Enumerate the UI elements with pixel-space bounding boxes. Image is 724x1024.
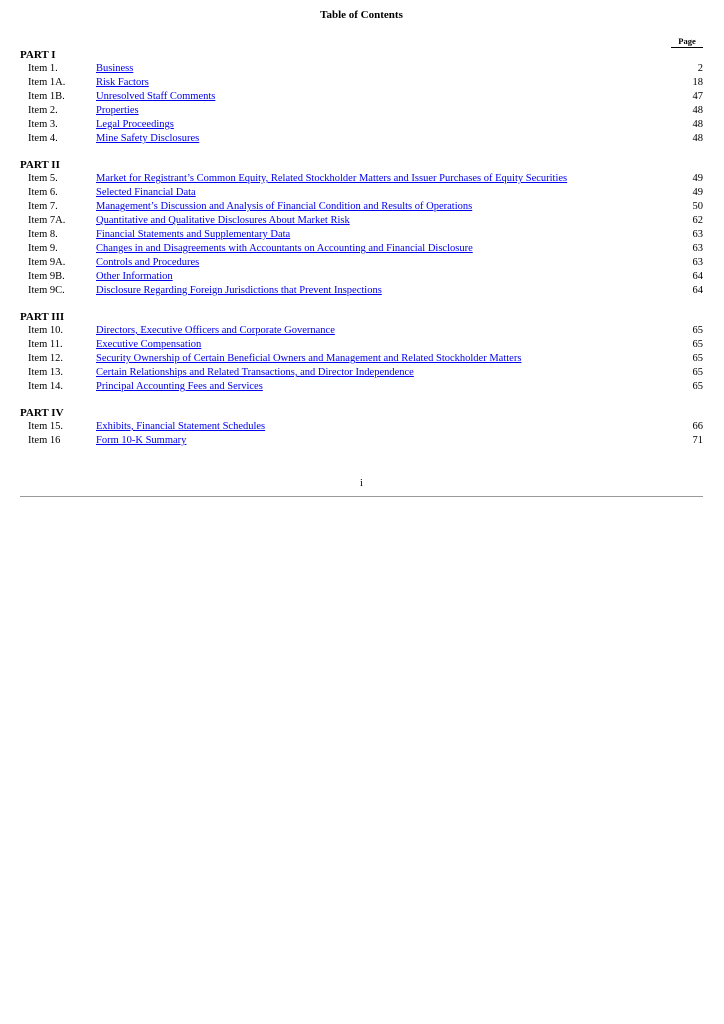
toc-title: Table of Contents <box>320 9 403 21</box>
item-number: Item 9A. <box>28 257 66 268</box>
page-number: 49 <box>692 173 703 184</box>
toc-link[interactable]: Exhibits, Financial Statement Schedules <box>96 421 266 432</box>
toc-link[interactable]: Form 10-K Summary <box>96 435 187 446</box>
page-number: 65 <box>692 367 703 378</box>
toc-link[interactable]: Executive Compensation <box>96 339 202 350</box>
item-number: Item 5. <box>28 173 58 184</box>
toc-link[interactable]: Other Information <box>96 271 173 282</box>
toc-row <box>20 352 703 366</box>
toc-row <box>20 420 703 434</box>
toc-row <box>20 324 703 338</box>
page-number: 48 <box>692 133 703 144</box>
page-number: 62 <box>692 215 703 226</box>
item-number: Item 7. <box>28 201 58 212</box>
page-number: 48 <box>692 105 703 116</box>
item-number: Item 4. <box>28 133 58 144</box>
item-number: Item 6. <box>28 187 58 198</box>
item-number: Item 1. <box>28 63 58 74</box>
toc-link[interactable]: Financial Statements and Supplementary Data <box>96 229 291 240</box>
item-number: Item 9B. <box>28 271 65 282</box>
page-number: 64 <box>692 285 703 296</box>
toc-row <box>20 228 703 242</box>
toc-row <box>20 338 703 352</box>
page-column-header-row <box>20 36 703 48</box>
item-number: Item 7A. <box>28 215 66 226</box>
toc-row <box>20 62 703 76</box>
part-heading: PART III <box>20 311 65 323</box>
item-number: Item 3. <box>28 119 58 130</box>
toc-row <box>20 434 703 448</box>
part-heading: PART IV <box>20 407 64 419</box>
toc-link[interactable]: Business <box>96 63 134 74</box>
page-number: 71 <box>692 435 703 446</box>
page-number: 64 <box>692 271 703 282</box>
toc-row <box>20 172 703 186</box>
toc-link[interactable]: Risk Factors <box>96 77 149 88</box>
toc-link[interactable]: Mine Safety Disclosures <box>96 133 200 144</box>
toc-row <box>20 284 703 298</box>
page-number: 65 <box>692 325 703 336</box>
toc-part-2 <box>20 158 703 298</box>
page-number: 63 <box>692 257 703 268</box>
item-number: Item 14. <box>28 381 63 392</box>
item-number: Item 1B. <box>28 91 65 102</box>
footer-page-number: i <box>360 478 363 489</box>
page-number: 65 <box>692 381 703 392</box>
item-number: Item 1A. <box>28 77 66 88</box>
toc-row <box>20 132 703 146</box>
toc-row <box>20 90 703 104</box>
toc-part-4 <box>20 406 703 448</box>
item-number: Item 9C. <box>28 285 65 296</box>
item-number: Item 8. <box>28 229 58 240</box>
page-number: 65 <box>692 339 703 350</box>
page-number: 2 <box>697 63 703 74</box>
item-number: Item 10. <box>28 325 63 336</box>
page-number: 18 <box>692 77 703 88</box>
item-number: Item 13. <box>28 367 63 378</box>
toc-link[interactable]: Principal Accounting Fees and Services <box>96 381 263 392</box>
toc-page <box>20 8 703 448</box>
toc-link[interactable]: Management’s Discussion and Analysis of Financial Condition and Results of Operations <box>96 201 473 212</box>
page-number: 48 <box>692 119 703 130</box>
toc-link[interactable]: Disclosure Regarding Foreign Jurisdictions that Prevent Inspections <box>96 285 382 296</box>
item-number: Item 11. <box>28 339 63 350</box>
page-number: 63 <box>692 243 703 254</box>
toc-link[interactable]: Selected Financial Data <box>96 187 196 198</box>
page-divider <box>20 496 703 497</box>
item-number: Item 2. <box>28 105 58 116</box>
toc-link[interactable]: Legal Proceedings <box>96 119 174 130</box>
toc-row <box>20 380 703 394</box>
page-number: 66 <box>692 421 703 432</box>
toc-link[interactable]: Controls and Procedures <box>96 257 200 268</box>
toc-link[interactable]: Certain Relationships and Related Transactions, and Director Independence <box>96 367 414 378</box>
toc-row <box>20 118 703 132</box>
toc-parts <box>20 48 703 448</box>
page-column-label: Page <box>671 36 703 48</box>
toc-row <box>20 186 703 200</box>
toc-row <box>20 256 703 270</box>
part-heading: PART II <box>20 159 60 171</box>
toc-row <box>20 76 703 90</box>
page-number: 63 <box>692 229 703 240</box>
toc-row <box>20 200 703 214</box>
toc-row <box>20 214 703 228</box>
item-number: Item 9. <box>28 243 58 254</box>
toc-link[interactable]: Properties <box>96 105 139 116</box>
toc-link[interactable]: Unresolved Staff Comments <box>96 91 216 102</box>
toc-part-1 <box>20 48 703 146</box>
page-number: 50 <box>692 201 703 212</box>
item-number: Item 16 <box>28 435 61 446</box>
toc-link[interactable]: Market for Registrant’s Common Equity, Related Stockholder Matters and Issuer Purchases of Equity Securities <box>96 173 568 184</box>
toc-row <box>20 104 703 118</box>
toc-row <box>20 270 703 284</box>
toc-link[interactable]: Quantitative and Qualitative Disclosures About Market Risk <box>96 215 350 226</box>
page-number: 49 <box>692 187 703 198</box>
item-number: Item 15. <box>28 421 63 432</box>
toc-link[interactable]: Changes in and Disagreements with Accountants on Accounting and Financial Disclosure <box>96 243 473 254</box>
toc-row <box>20 366 703 380</box>
page-number: 65 <box>692 353 703 364</box>
page-number: 47 <box>692 91 703 102</box>
item-number: Item 12. <box>28 353 63 364</box>
toc-row <box>20 242 703 256</box>
toc-link[interactable]: Security Ownership of Certain Beneficial Owners and Management and Related Stockholder Matters <box>96 353 522 364</box>
part-heading: PART I <box>20 49 56 61</box>
toc-link[interactable]: Directors, Executive Officers and Corporate Governance <box>96 325 335 336</box>
toc-part-3 <box>20 310 703 394</box>
